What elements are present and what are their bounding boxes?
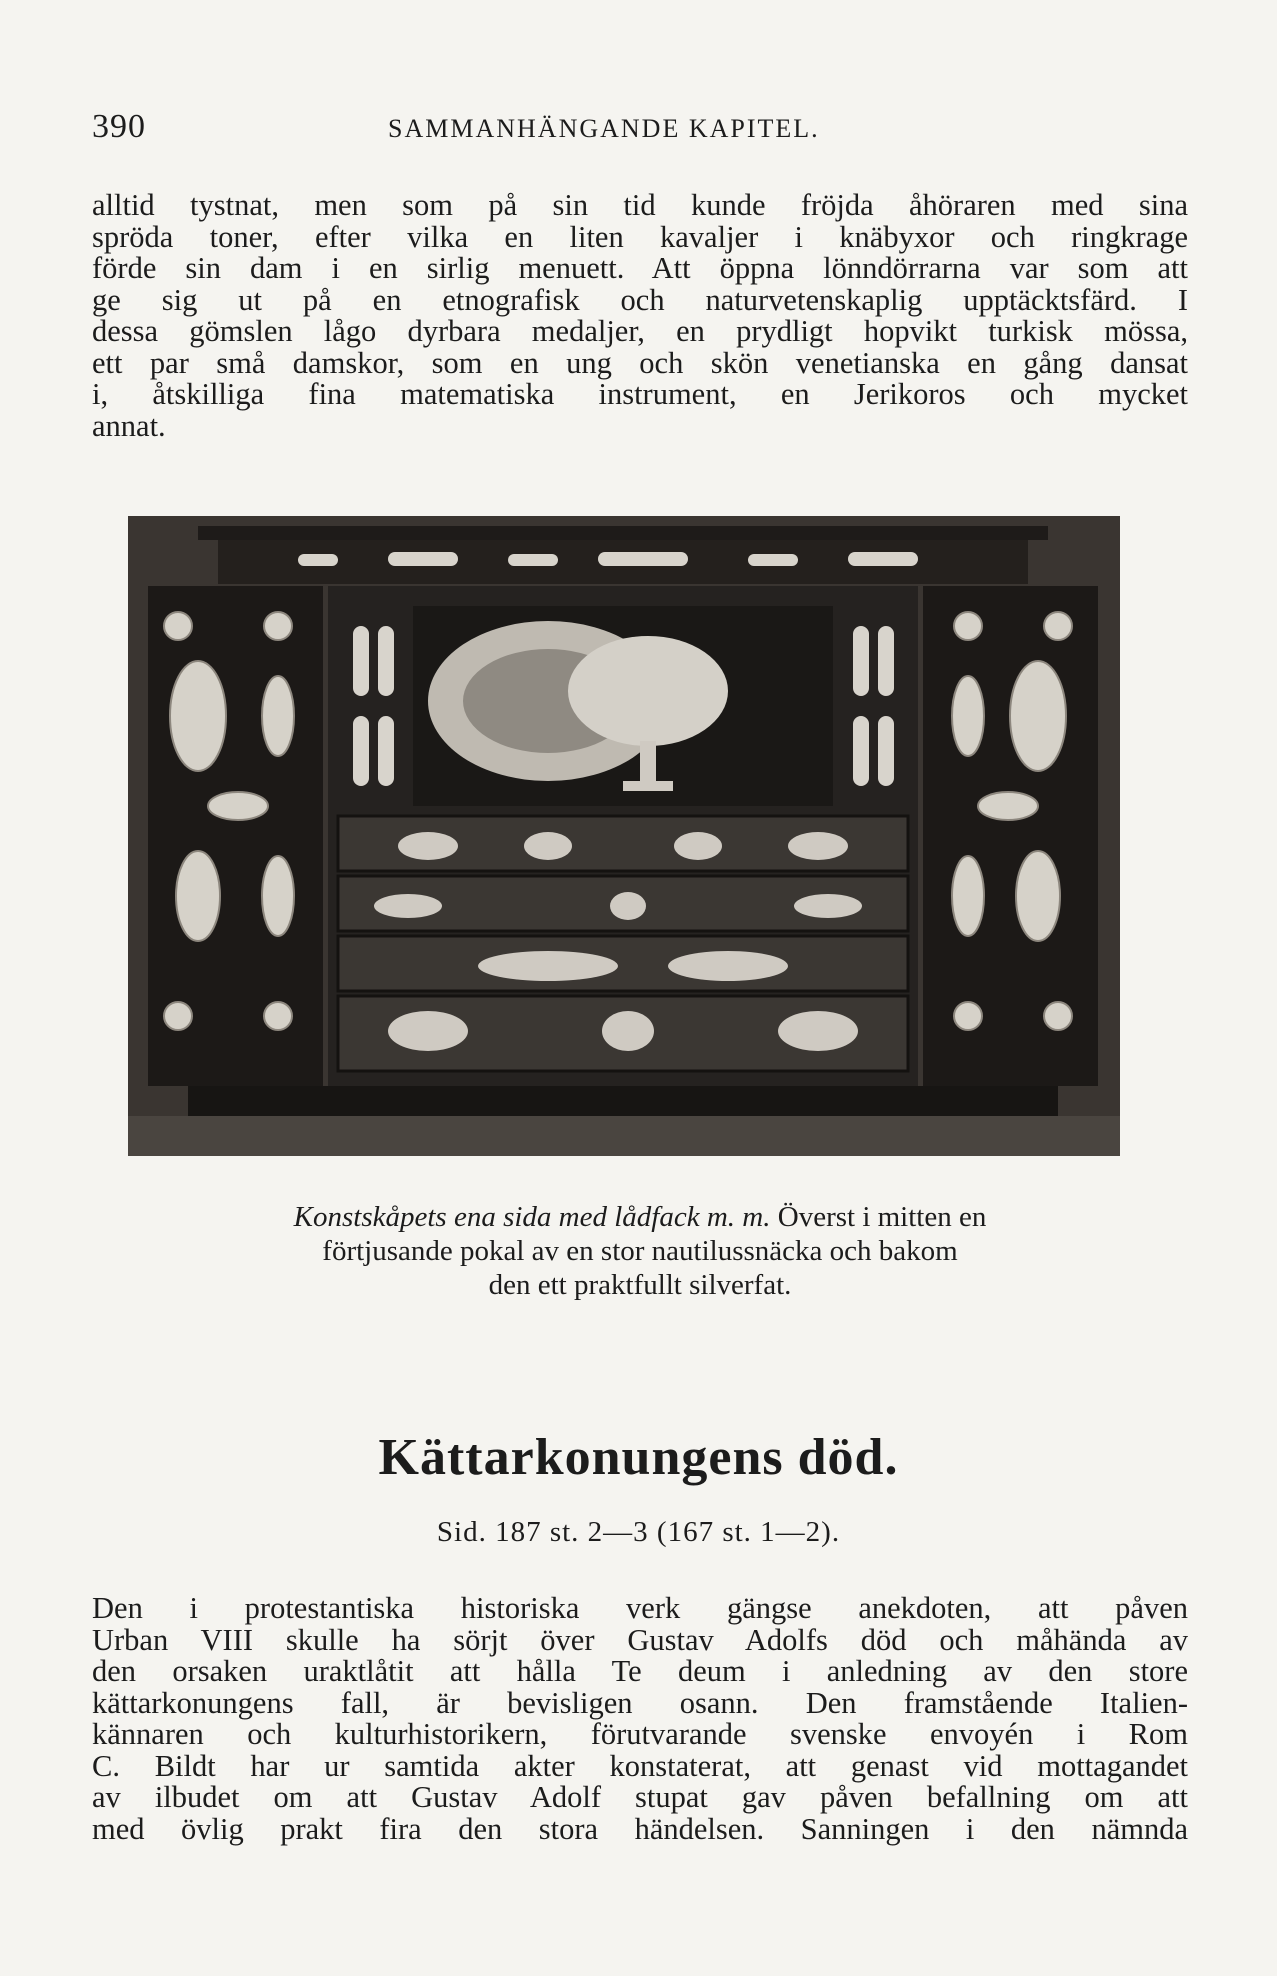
page-number: 390 (92, 108, 146, 145)
text-line: kättarkonungens fall, är bevisligen osann. Den framstående Italien- (92, 1685, 1188, 1720)
text-line: den orsaken uraktlåtit att hålla Te deum i anledning av den store (92, 1654, 1188, 1688)
caption-line: den ett praktfullt silverfat. (488, 1269, 792, 1301)
cabinet-illustration (128, 516, 1120, 1156)
text-line: annat. (92, 408, 166, 443)
figure-caption (130, 1200, 1150, 1302)
caption-text: Överst i mitten en (770, 1201, 987, 1233)
text-line: med övlig prakt fira den stora händelsen. Sanningen i den nämnda (92, 1811, 1188, 1846)
running-head: SAMMANHÄNGANDE KAPITEL. (388, 114, 820, 143)
text-line: Den i protestantiska historiska verk gängse anekdoten, att påven (92, 1591, 1188, 1625)
text-line: Urban VIII skulle ha sörjt över Gustav Adolfs död och måhända av (92, 1622, 1188, 1657)
text-line: C. Bildt har ur samtida akter konstaterat, att genast vid mottagandet (92, 1748, 1188, 1783)
text-line: ge sig ut på en etnografisk och naturvetenskaplig upptäcktsfärd. I (92, 282, 1188, 317)
text-line: ett par små damskor, som en ung och skön venetianska en gång dansat (92, 345, 1188, 380)
section-heading: Kättarkonungens död. (378, 1429, 899, 1486)
caption-line (130, 1200, 1150, 1234)
text-line: i, åtskilliga fina matematiska instrument, en Jerikoros och mycket (92, 377, 1188, 411)
top-paragraph (92, 190, 1188, 442)
cabinet-photograph (128, 516, 1120, 1156)
caption-line: förtjusande pokal av en stor nautilussnäcka och bakom (322, 1235, 958, 1267)
text-line: alltid tystnat, men som på sin tid kunde fröjda åhöraren med sina (92, 188, 1188, 222)
text-line: dessa gömslen lågo dyrbara medaljer, en prydligt hopvikt turkisk mössa, (92, 314, 1188, 348)
caption-italic: Konstskåpets ena sida med lådfack m. m. (293, 1201, 771, 1233)
text-line: av ilbudet om att Gustav Adolf stupat gav påven befallning om att (92, 1780, 1188, 1814)
bottom-paragraph (92, 1593, 1188, 1845)
text-line: spröda toner, efter vilka en liten kavaljer i knäbyxor och ringkrage (92, 219, 1188, 254)
text-line: förde sin dam i en sirlig menuett. Att öppna lönndörrarna var som att (92, 251, 1188, 285)
text-line: kännaren och kulturhistorikern, förutvarande svenske envoyén i Rom (92, 1717, 1188, 1751)
section-reference: Sid. 187 st. 2—3 (167 st. 1—2). (436, 1516, 841, 1548)
